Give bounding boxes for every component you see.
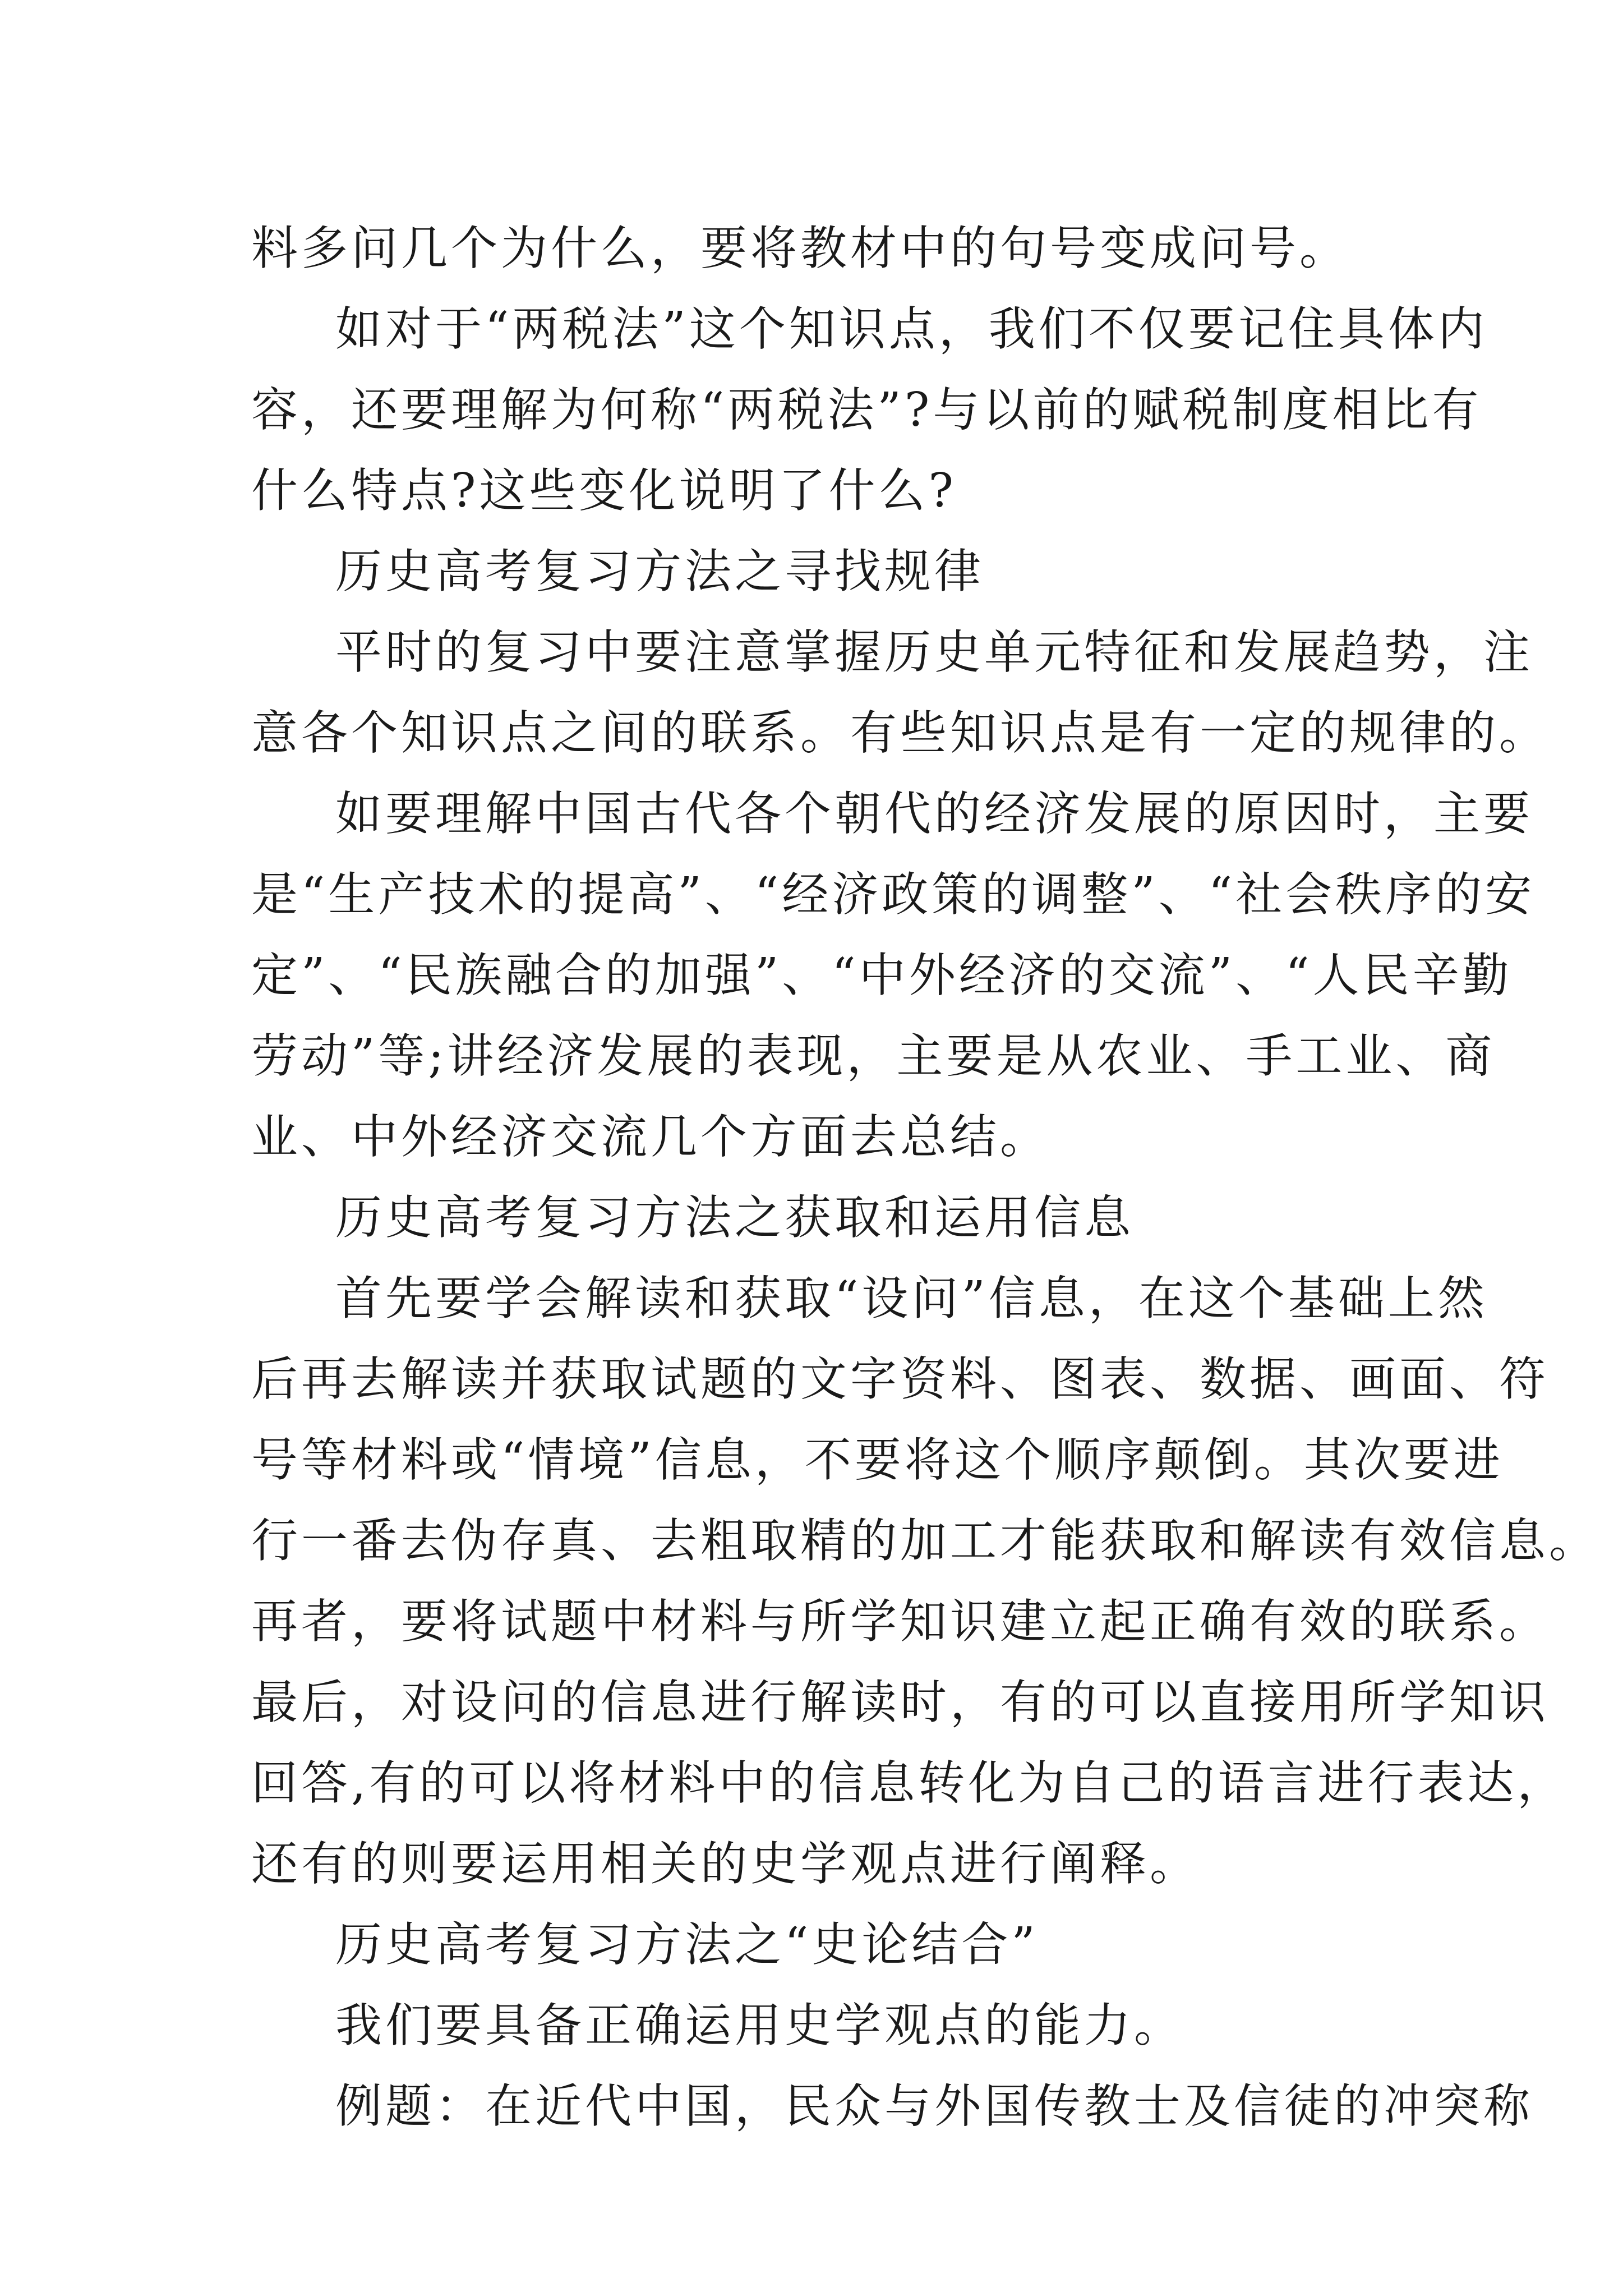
text-line: 号等材料或“情境”信息，不要将这个顺序颠倒。其次要进 (251, 1433, 1504, 1487)
section-heading: 历史高考复习方法之获取和运用信息 (335, 1190, 1134, 1245)
text-line: 还有的则要运用相关的史学观点进行阐释。 (251, 1837, 1200, 1891)
text-line: 业、中外经济交流几个方面去总结。 (251, 1110, 1050, 1164)
text-line: 平时的复习中要注意掌握历史单元特征和发展趋势，注 (335, 625, 1533, 679)
text-line: 什么特点?这些变化说明了什么? (251, 463, 957, 518)
text-line: 最后，对设问的信息进行解读时，有的可以直接用所学知识 (251, 1675, 1549, 1729)
text-line: 例题：在近代中国，民众与外国传教士及信徒的冲突称 (335, 2079, 1533, 2133)
text-line: 如对于“两税法”这个知识点，我们不仅要记住具体内 (335, 302, 1488, 356)
text-line: 行一番去伪存真、去粗取精的加工才能获取和解读有效信息。 (251, 1513, 1599, 1568)
text-line: 是“生产技术的提高”、“经济政策的调整”、“社会秩序的安 (251, 867, 1536, 922)
text-line: 回答,有的可以将材料中的信息转化为自己的语言进行表达， (251, 1756, 1567, 1810)
section-heading: 历史高考复习方法之“史论结合” (335, 1917, 1039, 1972)
text-line: 定”、“民族融合的加强”、“中外经济的交流”、“人民辛勤 (251, 948, 1513, 1002)
text-line: 劳动”等;讲经济发展的表现，主要是从农业、手工业、商 (251, 1029, 1496, 1083)
text-line: 后再去解读并获取试题的文字资料、图表、数据、画面、符 (251, 1352, 1549, 1406)
text-line: 首先要学会解读和获取“设问”信息，在这个基础上然 (335, 1271, 1488, 1326)
text-line: 料多问几个为什么，要将教材中的句号变成问号。 (251, 221, 1349, 275)
text-line: 意各个知识点之间的联系。有些知识点是有一定的规律的。 (251, 706, 1549, 760)
text-line: 我们要具备正确运用史学观点的能力。 (335, 1998, 1184, 2053)
text-line: 如要理解中国古代各个朝代的经济发展的原因时，主要 (335, 786, 1533, 841)
section-heading: 历史高考复习方法之寻找规律 (335, 544, 984, 599)
text-line: 再者，要将试题中材料与所学知识建立起正确有效的联系。 (251, 1594, 1549, 1649)
text-line: 容，还要理解为何称“两税法”?与以前的赋税制度相比有 (251, 383, 1482, 437)
